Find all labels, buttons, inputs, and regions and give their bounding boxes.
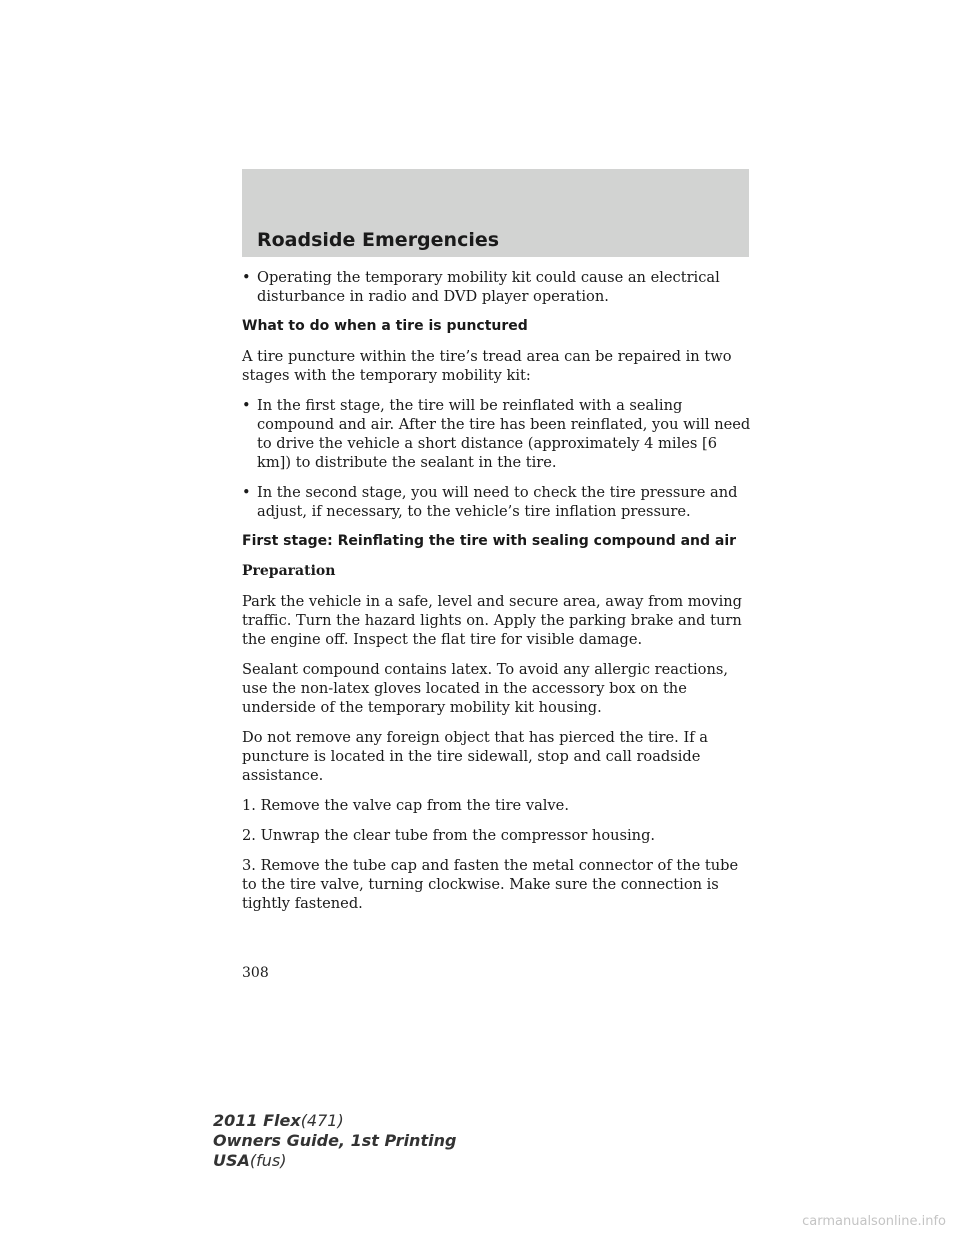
stage-bullet-second-text: In the second stage, you will need to check the tire pressure and adjust, if necessary, to the vehicle’s tire inflation pressure. <box>257 484 738 520</box>
bullet-mark: • <box>242 269 251 286</box>
heading-preparation: Preparation <box>242 563 336 579</box>
footer-model-code: (471) <box>300 1111 344 1130</box>
site-watermark: carmanualsonline.info <box>802 1214 946 1229</box>
section-title: Roadside Emergencies <box>257 229 500 251</box>
stage-bullet-first-text: In the first stage, the tire will be reinflated with a sealing compound and air. After the tire has been reinflated, you will need to drive the vehicle a short distance (approximately 4 miles [6 km]) to distribute the sealant in the tire. <box>257 397 751 471</box>
bullet-mark: • <box>242 484 251 501</box>
paragraph-latex-warning: Sealant compound contains latex. To avoid any allergic reactions, use the non-latex gloves located in the accessory box on the underside of the temporary mobility kit housing. <box>242 661 728 716</box>
footer-market: USA <box>213 1151 250 1170</box>
paragraph-puncture-repair: A tire puncture within the tire’s tread area can be repaired in two stages with the temporary mobility kit: <box>242 348 732 384</box>
page-number: 308 <box>242 965 269 981</box>
stage-bullet-second <box>242 483 752 521</box>
footer-line-market <box>213 1151 456 1171</box>
stage-bullet-first <box>242 396 752 472</box>
footer-market-code: (fus) <box>249 1151 287 1170</box>
footer-line-model <box>213 1111 456 1131</box>
heading-first-stage: First stage: Reinflating the tire with sealing compound and air <box>242 533 737 549</box>
intro-bullet-text: Operating the temporary mobility kit could cause an electrical disturbance in radio and DVD player operation. <box>257 269 720 305</box>
print-footer <box>213 1111 456 1171</box>
bullet-mark: • <box>242 397 251 414</box>
paragraph-park-vehicle: Park the vehicle in a safe, level and secure area, away from moving traffic. Turn the hazard lights on. Apply the parking brake and turn the engine off. Inspect the flat tire for visible damage. <box>242 593 742 648</box>
step-2: 2. Unwrap the clear tube from the compressor housing. <box>242 827 656 844</box>
page-content <box>242 268 752 924</box>
step-3: 3. Remove the tube cap and fasten the metal connector of the tube to the tire valve, turning clockwise. Make sure the connection is tightly fastened. <box>242 857 739 912</box>
section-header-band <box>242 169 749 257</box>
intro-bullet <box>242 268 752 306</box>
step-1: 1. Remove the valve cap from the tire valve. <box>242 797 569 814</box>
footer-line-edition: Owners Guide, 1st Printing <box>213 1131 457 1150</box>
paragraph-foreign-object: Do not remove any foreign object that has pierced the tire. If a puncture is located in the tire sidewall, stop and call roadside assistance. <box>242 729 708 784</box>
footer-model: 2011 Flex <box>213 1111 301 1130</box>
heading-tire-punctured: What to do when a tire is punctured <box>242 318 528 334</box>
